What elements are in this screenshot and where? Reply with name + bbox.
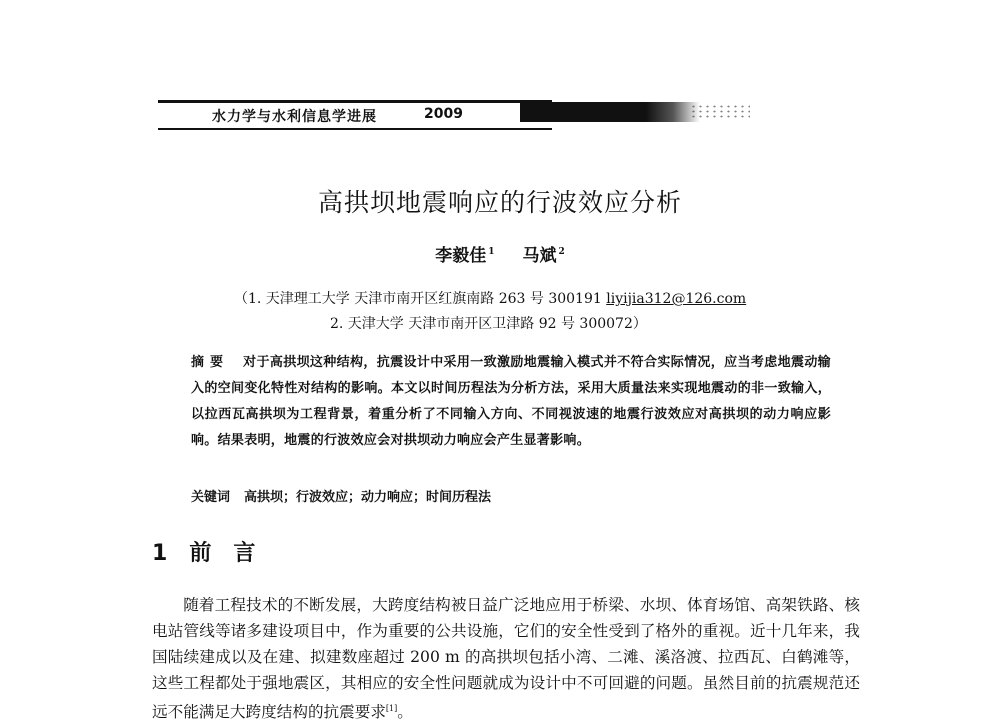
author-affil-mark: 1 — [488, 247, 495, 258]
header-rule-top — [158, 100, 552, 103]
section-title: 前言 — [189, 541, 278, 566]
affiliation-1 — [234, 288, 746, 308]
abstract-text: 对于高拱坝这种结构，抗震设计中采用一致激励地震输入模式并不符合实际情况，应当考虑地震动输入的空间变化特性对结构的影响。本文以时间历程法为分析方法，采用大质量法来实现地震动的非一致输入，以拉西瓦高拱坝为工程背景，着重分析了不同输入方向、不同视波速的地震行波效应对高拱坝的动力响应影响。结果表明，地震的行波效应会对拱坝动力响应会产生显著影响。 — [191, 355, 831, 448]
journal-year: 2009 — [424, 106, 463, 122]
keywords-label: 关键词 — [191, 490, 231, 505]
header-bar-decoration — [520, 102, 700, 122]
keywords — [191, 486, 491, 505]
citation-ref[interactable]: [1] — [385, 704, 398, 713]
section-number: 1 — [152, 541, 168, 566]
affiliation-2: 2. 天津大学 天津市南开区卫津路 92 号 300072） — [330, 316, 647, 332]
body-text — [152, 592, 860, 725]
paper-title: 高拱坝地震响应的行波效应分析 — [317, 188, 682, 217]
author-name: 马斌 — [522, 246, 557, 266]
section-heading — [152, 536, 277, 567]
header-rule-bottom — [158, 128, 552, 130]
abstract — [191, 350, 831, 454]
paragraph-text: 随着工程技术的不断发展，大跨度结构被日益广泛地应用于桥梁、水坝、体育场馆、高架铁路、核电站管线等诸多建设项目中，作为重要的公共设施，它们的安全性受到了格外的重视。近十几年来，我国陆续建成以及在建、拟建数座超过 200 m 的高拱坝包括小湾、二滩、溪洛渡、拉西瓦、白鹤滩等，这些工程都处于强地震区，其相应的安全性问题就成为设计中不可回避的问题。虽然目前的抗震规范还远不能满足大跨度结构的抗震要求 — [152, 596, 860, 722]
abstract-label: 摘要 — [191, 355, 230, 370]
author-name: 李毅佳 — [435, 246, 487, 266]
journal-name: 水力学与水利信息学进展 — [212, 109, 377, 125]
header-scan-noise — [690, 104, 750, 120]
keywords-text: 高拱坝；行波效应；动力响应；时间历程法 — [244, 490, 492, 505]
author-email-link[interactable]: liyijia312@126.com — [606, 291, 747, 307]
paragraph-tail: 。 — [397, 703, 413, 722]
affiliation-text: （1. 天津理工大学 天津市南开区红旗南路 263 号 300191 — [234, 291, 607, 307]
author-line — [0, 241, 1000, 266]
paragraph — [152, 592, 860, 725]
author-affil-mark: 2 — [558, 247, 565, 258]
